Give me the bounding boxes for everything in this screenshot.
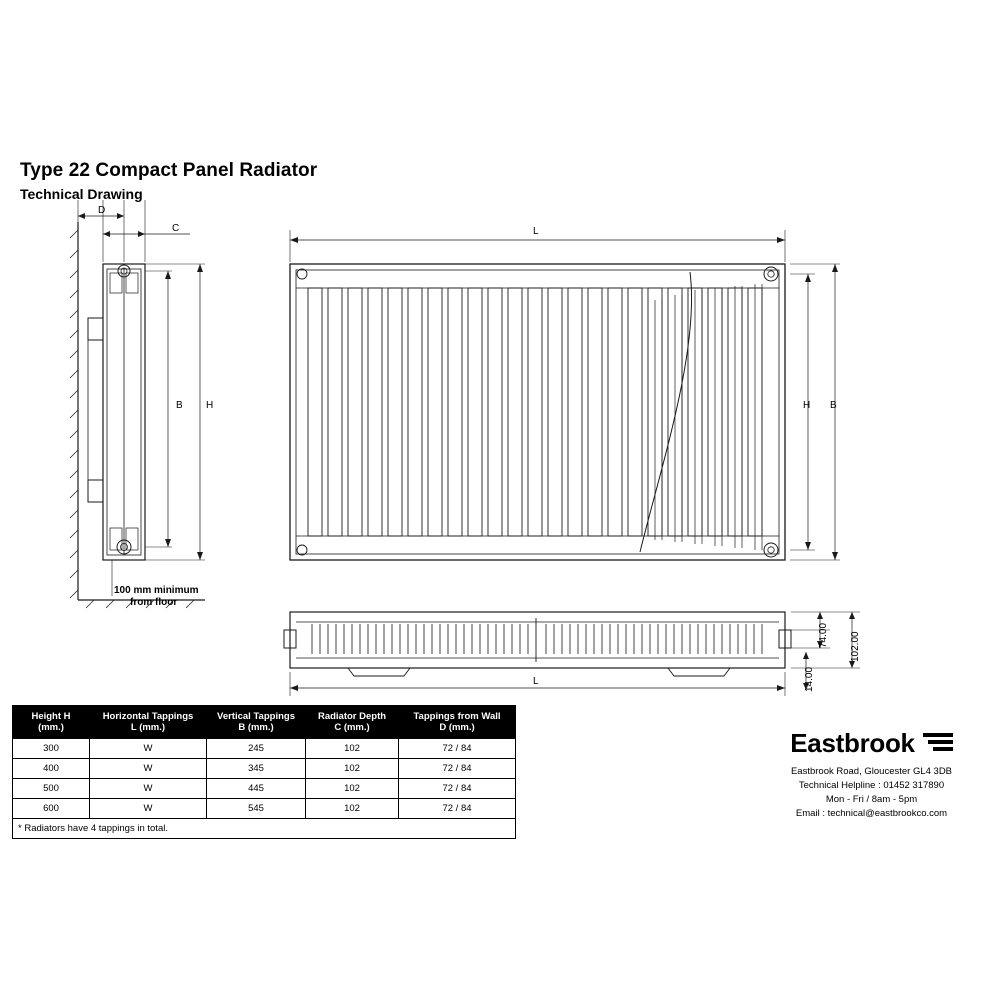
cell-wall: 72 / 84 <box>399 759 516 779</box>
brand-helpline: Technical Helpline : 01452 317890 <box>798 780 945 791</box>
dimension-label-c: C <box>172 223 180 234</box>
brand-hours: Mon - Fri / 8am - 5pm <box>825 794 918 805</box>
cell-height: 600 <box>13 799 90 819</box>
dimension-label-b-side: B <box>176 400 183 411</box>
eastbrook-logo-icon <box>923 733 953 754</box>
cell-height: 400 <box>13 759 90 779</box>
cell-horizontal: W <box>90 779 207 799</box>
table-header-horizontal-tappings: Horizontal Tappings L (mm.) <box>90 706 207 739</box>
dimension-label-102: 102.00 <box>850 631 861 662</box>
cell-height: 300 <box>13 739 90 759</box>
cell-depth: 102 <box>306 759 399 779</box>
table-footnote: * Radiators have 4 tappings in total. <box>13 819 516 839</box>
table-header-height: Height H (mm.) <box>13 706 90 739</box>
table-header-row <box>13 706 516 739</box>
table-header-vertical-tappings: Vertical Tappings B (mm.) <box>207 706 306 739</box>
page-subtitle: Technical Drawing <box>20 186 143 202</box>
cell-height: 500 <box>13 779 90 799</box>
cell-vertical: 445 <box>207 779 306 799</box>
cell-depth: 102 <box>306 799 399 819</box>
dimension-label-74: 74.00 <box>818 622 829 648</box>
dimension-label-h-side: H <box>206 400 214 411</box>
floor-note-line2: from floor <box>130 597 178 608</box>
cell-depth: 102 <box>306 739 399 759</box>
cell-horizontal: W <box>90 759 207 779</box>
brand-name: Eastbrook <box>790 728 915 758</box>
table-row <box>13 779 516 799</box>
cell-horizontal: W <box>90 739 207 759</box>
cell-vertical: 245 <box>207 739 306 759</box>
dimension-label-d: D <box>98 205 106 216</box>
specification-table <box>12 705 516 839</box>
table-footnote-row <box>13 819 516 839</box>
dimension-label-h-front: H <box>803 400 811 411</box>
cell-wall: 72 / 84 <box>399 739 516 759</box>
dimension-label-14: 14.00 <box>804 666 815 692</box>
dimension-label-l-front: L <box>533 226 539 237</box>
cell-depth: 102 <box>306 779 399 799</box>
table-row <box>13 799 516 819</box>
table-header-radiator-depth: Radiator Depth C (mm.) <box>306 706 399 739</box>
dimension-label-l-plan: L <box>533 676 539 687</box>
table-row <box>13 739 516 759</box>
dimension-label-b-front: B <box>830 400 837 411</box>
cell-vertical: 345 <box>207 759 306 779</box>
cell-wall: 72 / 84 <box>399 779 516 799</box>
cell-horizontal: W <box>90 799 207 819</box>
page-title: Type 22 Compact Panel Radiator <box>20 160 318 181</box>
brand-email: Email : technical@eastbrookco.com <box>795 808 948 819</box>
floor-note-line1: 100 mm minimum <box>114 585 199 596</box>
table-header-tappings-from-wall: Tappings from Wall D (mm.) <box>399 706 516 739</box>
cell-vertical: 545 <box>207 799 306 819</box>
brand-address: Eastbrook Road, Gloucester GL4 3DB <box>790 766 953 777</box>
table-row <box>13 759 516 779</box>
cell-wall: 72 / 84 <box>399 799 516 819</box>
brand-block <box>755 728 988 836</box>
